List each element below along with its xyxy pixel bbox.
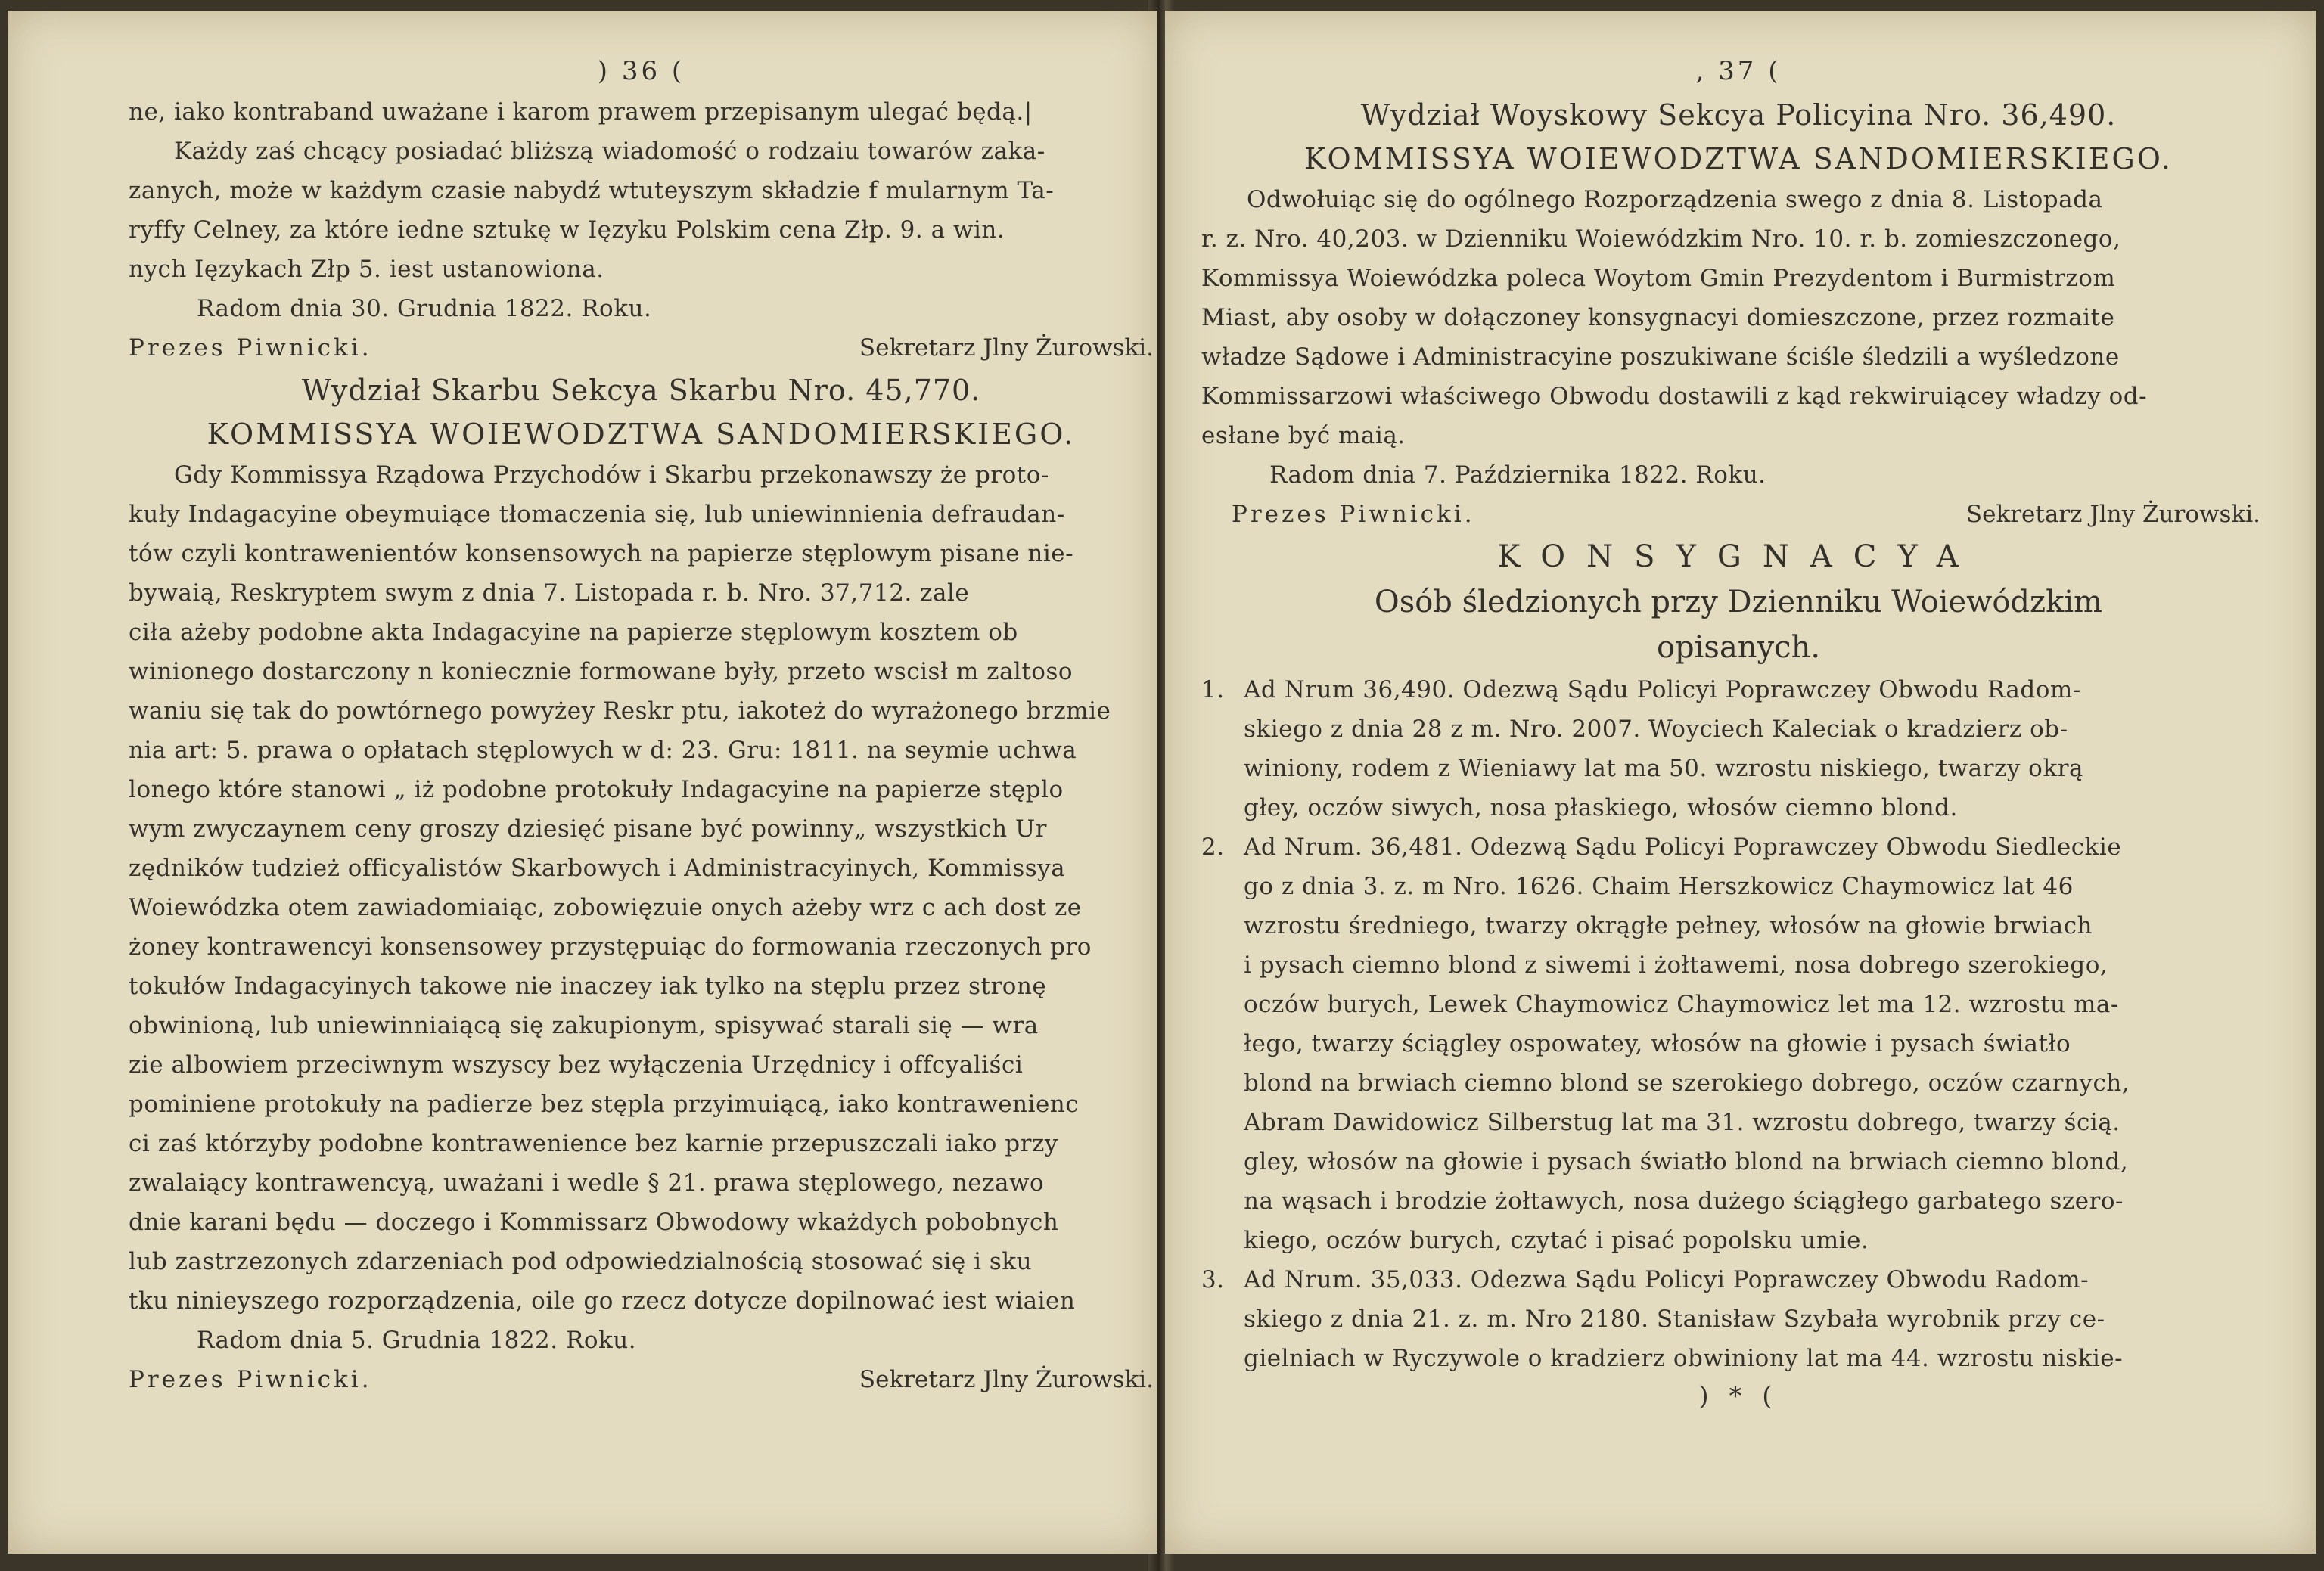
text-line: Miast, aby osoby w dołączoney konsygnacyi domieszczone, przez rozmaite [1201, 304, 2115, 331]
text-line: Każdy zaś chcący posiadać bliższą wiadomość o rodzaiu towarów zaka- [174, 138, 1045, 165]
text-line: skiego z dnia 28 z m. Nro. 2007. Woyciech Kaleciak o kradzierz ob- [1244, 716, 2068, 743]
signature-block [1201, 495, 2276, 534]
text-line: dnie karani będu — doczego i Kommissarz Obwodowy wkażdych pobobnych [129, 1209, 1059, 1236]
text-line: nia art: 5. prawa o opłatach stęplowych w d: 23. Gru: 1811. na seymie uchwa [129, 737, 1077, 764]
text-line: blond na brwiach ciemno blond se szerokiego dobrego, oczów czarnych, [1244, 1070, 2130, 1097]
text-line: i pysach ciemno blond z siwemi i żołtawemi, nosa dobrego szerokiego, [1244, 952, 2108, 979]
text-line: skiego z dnia 21. z. m. Nro 2180. Stanisław Szybała wyrobnik przy ce- [1244, 1306, 2105, 1333]
section-heading: Wydział Woyskowy Sekcya Policyina Nro. 36,490. [1360, 98, 2117, 132]
text-line: obwinioną, lub uniewinniaiącą się zakupionym, spisywać starali się — wra [129, 1012, 1039, 1039]
text-line: żoney kontrawencyi konsensowey przystępuiąc do formowania rzeczonych pro [129, 933, 1092, 961]
secretary-signature: Sekretarz Jlny Żurowski. [859, 1366, 1154, 1393]
entry-number: 1. [1201, 676, 1225, 703]
left-page-number: ) 36 ( [597, 56, 685, 86]
left-page [8, 11, 1157, 1554]
text-line: oczów burych, Lewek Chaymowicz Chaymowicz let ma 12. wzrostu ma- [1244, 991, 2119, 1018]
text-line: na wąsach i brodzie żołtawych, nosa dużego ściągłego garbatego szero- [1244, 1188, 2124, 1215]
text-line: kuły Indagacyine obeymuiące tłomaczenia się, lub uniewinnienia defraudan- [129, 501, 1065, 528]
text-line: go z dnia 3. z. m Nro. 1626. Chaim Herszkowicz Chaymowicz lat 46 [1244, 873, 2074, 900]
text-line: tku ninieyszego rozporządzenia, oile go rzecz dotycze dopilnować iest wiaien [129, 1287, 1076, 1315]
text-line: Woiewódzka otem zawiadomiaiąc, zobowięzuie onych ażeby wrz c ach dost ze [129, 894, 1082, 921]
left-body-paragraph [129, 455, 1154, 1321]
president-signature: Prezes Piwnicki. [129, 334, 372, 362]
text-line: Ad Nrum. 36,481. Odezwą Sądu Policyi Poprawczey Obwodu Siedleckie [1244, 834, 2122, 861]
entry-number: 3. [1201, 1266, 1225, 1293]
place-date: Radom dnia 7. Października 1822. Roku. [1269, 461, 1766, 489]
secretary-signature: Sekretarz Jlny Żurowski. [859, 334, 1154, 362]
section-heading: Wydział Skarbu Sekcya Skarbu Nro. 45,770. [301, 374, 981, 407]
signature-block [129, 328, 1154, 368]
konsygnacya-subtitle-cont: opisanych. [1656, 630, 1821, 665]
right-page [1165, 11, 2316, 1554]
text-line: waniu się tak do powtórnego powyżey Reskr ptu, iakoteż do wyrażonego brzmie [129, 697, 1111, 725]
text-line: gley, włosów na głowie i pysach światło blond na brwiach ciemno blond, [1244, 1148, 2129, 1175]
text-line: tokułów Indagacyinych takowe nie inaczey iak tylko na stęplu przez stronę [129, 973, 1047, 1000]
text-line: zędników tudzież officyalistów Skarbowych i Administracyinych, Kommissya [129, 855, 1066, 882]
president-signature: Prezes Piwnicki. [1232, 501, 1475, 528]
text-line: lub zastrzezonych zdarzeniach pod odpowiedzialnością stosować się i sku [129, 1248, 1033, 1275]
text-line: Odwołuiąc się do ogólnego Rozporządzenia swego z dnia 8. Listopada [1247, 186, 2103, 213]
president-signature: Prezes Piwnicki. [129, 1366, 372, 1393]
text-line: zie albowiem przeciwnym wszyscy bez wyłączenia Urzędnicy i offcyaliści [129, 1051, 1024, 1079]
text-line: łego, twarzy ściągley ospowatey, włosów na głowie i pysach światło [1244, 1030, 2071, 1057]
text-line: winiony, rodem z Wieniawy lat ma 50. wzrostu niskiego, twarzy okrą [1244, 755, 2083, 782]
text-line: r. z. Nro. 40,203. w Dzienniku Woiewódzkim Nro. 10. r. b. zomieszczonego, [1201, 225, 2121, 253]
right-page-number: , 37 ( [1695, 56, 1782, 86]
commission-heading: KOMMISSYA WOIEWODZTWA SANDOMIERSKIEGO. [1304, 142, 2173, 175]
list-item [1201, 670, 2276, 827]
konsygnacya-subtitle: Osób śledzionych przy Dzienniku Woiewódzkim [1374, 585, 2103, 619]
text-line: Gdy Kommissya Rządowa Przychodów i Skarbu przekonawszy że proto- [174, 461, 1049, 489]
text-line: Ad Nrum. 35,033. Odezwa Sądu Policyi Poprawczey Obwodu Radom- [1244, 1266, 2089, 1293]
text-line: ciła ażeby podobne akta Indagacyine na papierze stęplowym kosztem ob [129, 619, 1018, 646]
left-page-text-column [129, 11, 1154, 1399]
page-footer-mark: ) * ( [1698, 1381, 1779, 1411]
text-line: Abram Dawidowicz Silberstug lat ma 31. wzrostu dobrego, twarzy ścią. [1244, 1109, 2120, 1136]
text-line: wym zwyczaynem ceny groszy dziesięć pisane być powinny„ wszystkich Ur [129, 815, 1047, 843]
commission-heading: KOMMISSYA WOIEWODZTWA SANDOMIERSKIEGO. [207, 418, 1076, 451]
text-line: wzrostu średniego, twarzy okrągłe pełney, włosów na głowie brwiach [1244, 912, 2093, 939]
konsygnacya-heading: KONSYGNACYA [1497, 539, 1980, 574]
text-line: głey, oczów siwych, nosa płaskiego, włosów ciemno blond. [1244, 794, 1958, 821]
text-line: ci zaś którzyby podobne kontrawenience bez karnie przepuszczali iako przy [129, 1130, 1058, 1157]
text-line: bywaią, Reskryptem swym z dnia 7. Listopada r. b. Nro. 37,712. zale [129, 579, 970, 607]
place-date: Radom dnia 5. Grudnia 1822. Roku. [197, 1327, 637, 1354]
text-line: winionego dostarczony n koniecznie formowane były, przeto wscisł m zaltoso [129, 658, 1073, 685]
text-line: ne, iako kontraband uważane i karom prawem przepisanym ulegać będą.| [129, 98, 1033, 126]
list-item [1201, 1260, 2276, 1378]
text-line: ryffy Celney, za które iedne sztukę w Ięzyku Polskim cena Złp. 9. a win. [129, 216, 1005, 244]
signature-block [129, 1360, 1154, 1399]
right-page-text-column [1201, 11, 2276, 1411]
text-line: zanych, może w każdym czasie nabydź wtuteyszym składzie f mularnym Ta- [129, 177, 1055, 204]
text-line: zwalaiący kontrawencyą, uważani i wedle § 21. prawa stęplowego, nezawo [129, 1169, 1045, 1197]
text-line: Kommissya Woiewódzka poleca Woytom Gmin Prezydentom i Burmistrzom [1201, 265, 2116, 292]
text-line: kiego, oczów burych, czytać i pisać popolsku umie. [1244, 1227, 1869, 1254]
entry-number: 2. [1201, 834, 1225, 861]
text-line: gielniach w Ryczywole o kradzierz obwiniony lat ma 44. wzrostu niskie- [1244, 1345, 2124, 1372]
text-line: pominiene protokuły na padierze bez stępla przyimuiącą, iako kontrawenienc [129, 1091, 1080, 1118]
place-date: Radom dnia 30. Grudnia 1822. Roku. [197, 295, 652, 322]
text-line: nych Ięzykach Złp 5. iest ustanowiona. [129, 256, 604, 283]
left-intro-paragraph [129, 92, 1154, 289]
list-item [1201, 827, 2276, 1260]
text-line: esłane być maią. [1201, 422, 1406, 449]
right-body-paragraph [1201, 180, 2276, 455]
text-line: Kommissarzowi właściwego Obwodu dostawili z kąd rekwiruiącey władzy od- [1201, 383, 2148, 410]
text-line: lonego które stanowi „ iż podobne protokuły Indagacyine na papierze stęplo [129, 776, 1064, 803]
text-line: Ad Nrum 36,490. Odezwą Sądu Policyi Poprawczey Obwodu Radom- [1244, 676, 2081, 703]
text-line: tów czyli kontrawenientów konsensowych na papierze stęplowym pisane nie- [129, 540, 1074, 567]
text-line: władze Sądowe i Administracyine poszukiwane ściśle śledzili a wyśledzone [1201, 343, 2120, 371]
secretary-signature: Sekretarz Jlny Żurowski. [1965, 501, 2260, 528]
